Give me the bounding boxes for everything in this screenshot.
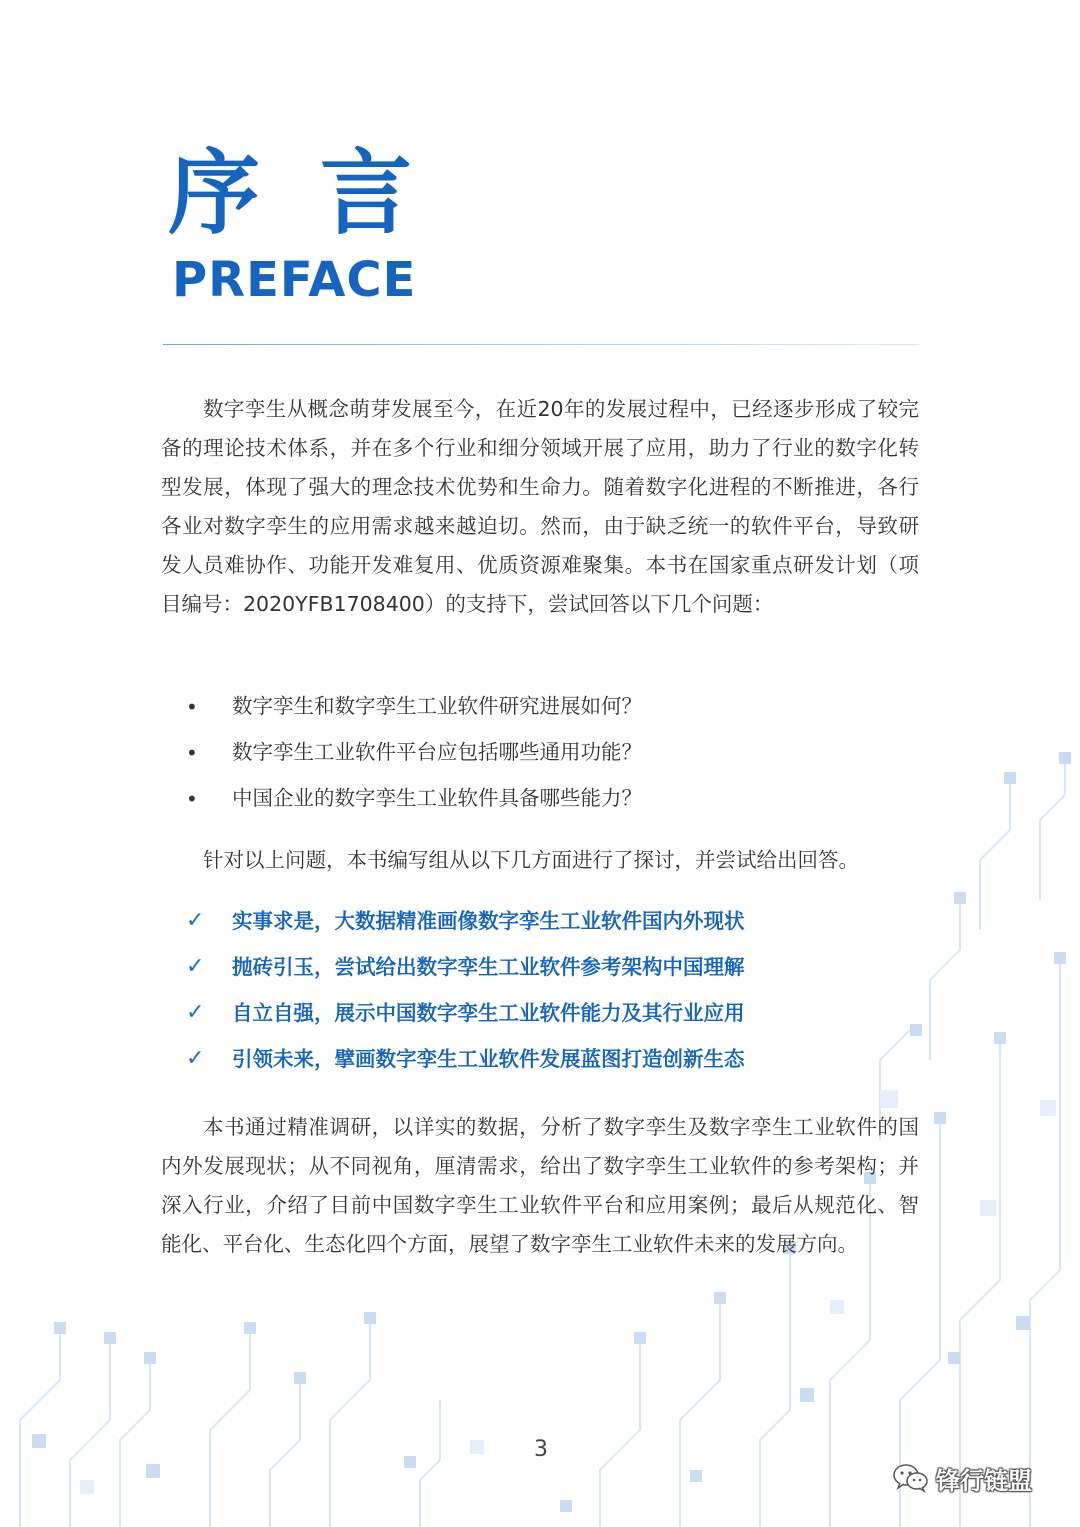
watermark (892, 1458, 1032, 1498)
page-number: 3 (534, 1437, 548, 1462)
intro-paragraph: 数字孪生从概念萌芽发展至今，在近20年的发展过程中，已经逐步形成了较完备的理论技术体系，并在多个行业和细分领域开展了应用，助力了行业的数字化转型发展，体现了强大的理念技术优势和生命力。随着数字化进程的不断推进，各行各业对数字孪生的应用需求越来越迫切。然而，由于缺乏统一的软件平台，导致研发人员难协作、功能开发难复用、优质资源难聚集。本书在国家重点研发计划（项目编号：2020YFB1708400）的支持下，尝试回答以下几个问题： (161, 397, 919, 616)
bullet-icon: • (186, 741, 198, 765)
goal-text: 自立自强，展示中国数字孪生工业软件能力及其行业应用 (232, 1001, 745, 1025)
page-title: 序 言 (168, 140, 427, 247)
question-text: 中国企业的数字孪生工业软件具备哪些能力？ (232, 786, 642, 810)
page-subtitle: PREFACE (172, 252, 417, 308)
wechat-logo-icon (892, 1463, 930, 1493)
watermark-text: 锋行链盟 (936, 1466, 1032, 1495)
check-mark-icon: ✓ (186, 1000, 205, 1025)
check-mark-icon: ✓ (186, 1046, 205, 1071)
goal-text: 抛砖引玉，尝试给出数字孪生工业软件参考架构中国理解 (232, 955, 745, 979)
question-text: 数字孪生和数字孪生工业软件研究进展如何？ (232, 694, 642, 718)
title-divider (163, 344, 919, 345)
check-mark-icon: ✓ (186, 908, 205, 933)
goal-text: 实事求是，大数据精准画像数字孪生工业软件国内外现状 (232, 909, 745, 933)
summary-paragraph: 本书通过精准调研，以详实的数据，分析了数字孪生及数字孪生工业软件的国内外发展现状；从不同视角，厘清需求，给出了数字孪生工业软件的参考架构；并深入行业，介绍了目前中国数字孪生工业软件平台和应用案例；最后从规范化、智能化、平台化、生态化四个方面，展望了数字孪生工业软件未来的发展方向。 (161, 1115, 919, 1256)
check-mark-icon: ✓ (186, 954, 205, 979)
goal-text: 引领未来，擘画数字孪生工业软件发展蓝图打造创新生态 (232, 1047, 745, 1071)
question-text: 数字孪生工业软件平台应包括哪些通用功能？ (232, 740, 642, 764)
bullet-icon: • (186, 787, 198, 811)
transition-paragraph: 针对以上问题，本书编写组从以下几方面进行了探讨，并尝试给出回答。 (203, 848, 859, 872)
bullet-icon: • (186, 695, 198, 719)
